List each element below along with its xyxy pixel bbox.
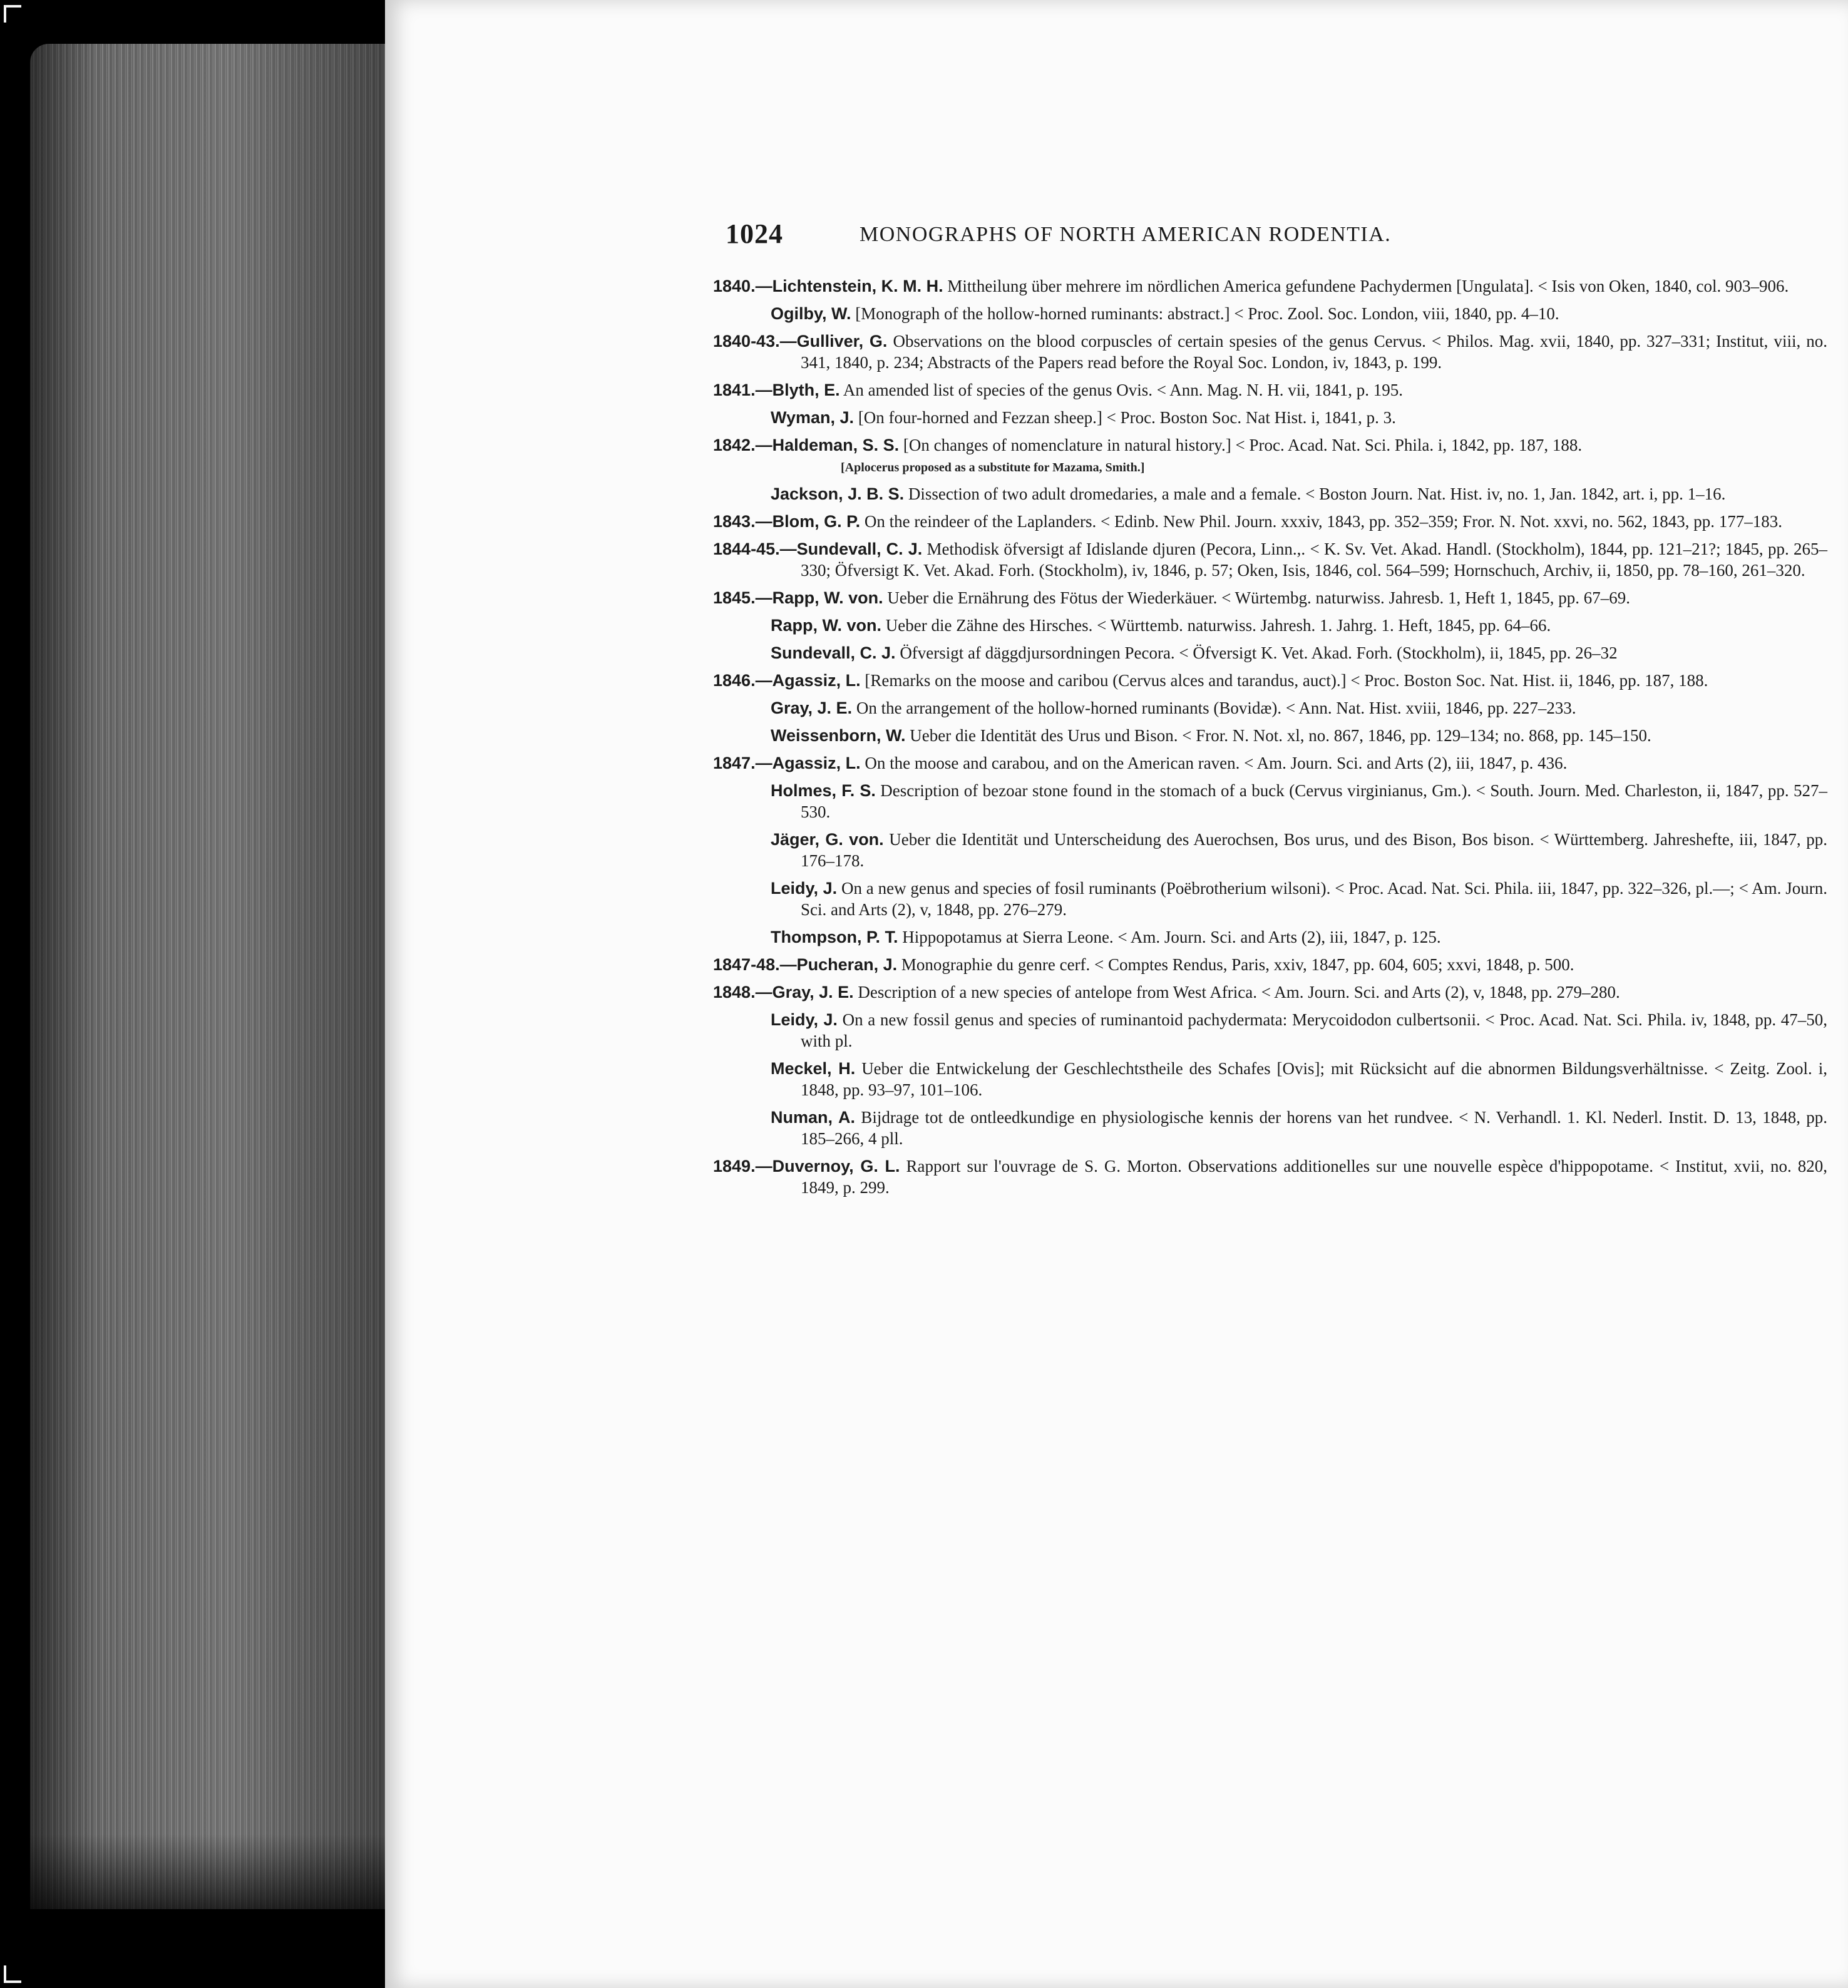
entry-author: Jäger, G. von. — [771, 830, 884, 849]
book-page — [385, 0, 1848, 1988]
book-page-edges — [30, 44, 393, 1909]
entry-author: Meckel, H. — [771, 1059, 856, 1078]
entry-author: Blom, G. P. — [772, 512, 861, 531]
entry-text: On the moose and carabou, and on the American raven. < Am. Journ. Sci. and Arts (2), iii, 1847, p. 436. — [860, 754, 1568, 772]
bibliography-entry — [713, 697, 1827, 719]
entry-author: Weissenborn, W. — [771, 726, 906, 745]
frame-corner-top-left — [4, 5, 21, 23]
bibliography-entry — [713, 1107, 1827, 1149]
entry-text: Öfversigt af däggdjursordningen Pecora. < Öfversigt K. Vet. Akad. Forh. (Stockholm), ii, 1845, pp. 26–32 — [895, 643, 1618, 662]
entry-text: Mittheilung über mehrere im nördlichen America gefundene Pachydermen [Ungulata]. < Isis von Oken, 1840, col. 903–906. — [943, 277, 1789, 295]
bibliography-entry — [713, 615, 1827, 636]
page-header — [726, 218, 1848, 255]
entry-author: Agassiz, L. — [772, 671, 861, 690]
entry-author: Leidy, J. — [771, 1010, 838, 1029]
entry-text: Rapport sur l'ouvrage de S. G. Morton. Observations additionelles sur une nouvelle espèce d'hippopotame. < Institut, xvii, no. 820, 1849, p. 299. — [801, 1157, 1827, 1197]
frame-corner-bottom-left — [4, 1965, 21, 1983]
bibliography-entry — [713, 981, 1827, 1003]
entry-author: Haldeman, S. S. — [772, 436, 900, 454]
entry-text: On a new fossil genus and species of ruminantoid pachydermata: Merycoidodon culbertsonii. < Proc. Acad. Nat. Sci. Phila. iv, 1848, pp. 47–50, with pl. — [801, 1010, 1827, 1050]
bibliography-entry — [713, 483, 1827, 505]
entry-text: Hippopotamus at Sierra Leone. < Am. Journ. Sci. and Arts (2), iii, 1847, p. 125. — [898, 928, 1441, 946]
bibliography-entry — [713, 725, 1827, 746]
bibliography-entry — [713, 752, 1827, 774]
entry-text: Description of a new species of antelope from West Africa. < Am. Journ. Sci. and Arts (2), v, 1848, pp. 279–280. — [853, 983, 1620, 1002]
entry-author: Jackson, J. B. S. — [771, 484, 905, 503]
running-title: MONOGRAPHS OF NORTH AMERICAN RODENTIA. — [860, 223, 1392, 246]
entry-year: 1849.— — [713, 1157, 773, 1176]
bibliography-entry — [713, 434, 1827, 456]
entry-author: Gulliver, G. — [796, 332, 888, 351]
entry-text: Dissection of two adult dromedaries, a male and a female. < Boston Journ. Nat. Hist. iv, no. 1, Jan. 1842, art. i, pp. 1–16. — [904, 484, 1726, 503]
entry-year: 1844-45.— — [713, 540, 797, 558]
entry-author: Duvernoy, G. L. — [772, 1157, 900, 1176]
bibliography-entry — [713, 379, 1827, 401]
entry-year: 1840.— — [713, 277, 773, 295]
entry-text: On the reindeer of the Laplanders. < Edinb. New Phil. Journ. xxxiv, 1843, pp. 352–359; Fror. N. Not. xxvi, no. 562, 1843, pp. 177–183. — [860, 512, 1782, 531]
bibliography-entry — [713, 303, 1827, 324]
entry-text: Observations on the blood corpuscles of certain spesies of the genus Cervus. < Philos. Mag. xvii, 1840, pp. 327–331; Institut, viii, no. 341, 1840, p. 234; Abstracts of the Papers read before the Royal Soc. London, iv, 1843, p. 199. — [801, 332, 1827, 372]
entry-text: Ueber die Entwickelung der Geschlechtstheile des Schafes [Ovis]; mit Rücksicht auf die abnormen Bildungsverhältnisse. < Zeitg. Zool. i, 1848, pp. 93–97, 101–106. — [801, 1059, 1827, 1099]
bibliography-entry — [713, 330, 1827, 373]
bibliography-entry — [713, 670, 1827, 691]
entry-text: Monographie du genre cerf. < Comptes Rendus, Paris, xxiv, 1847, pp. 604, 605; xxvi, 1848, p. 500. — [897, 955, 1574, 974]
entry-author: Wyman, J. — [771, 408, 855, 427]
entry-text: Ueber die Identität des Urus und Bison. < Fror. N. Not. xl, no. 867, 1846, pp. 129–134; no. 868, pp. 145–150. — [905, 726, 1651, 745]
entry-author: Numan, A. — [771, 1108, 856, 1127]
entry-text: [Monograph of the hollow-horned ruminants: abstract.] < Proc. Zool. Soc. London, viii, 1840, pp. 4–10. — [851, 304, 1559, 323]
entry-note: [Aplocerus proposed as a substitute for Mazama, Smith.] — [841, 461, 1145, 474]
bibliography-list — [713, 275, 1827, 1204]
bibliography-entry — [713, 1058, 1827, 1100]
entry-year: 1845.— — [713, 588, 773, 607]
bibliography-entry — [713, 878, 1827, 920]
entry-text: On a new genus and species of fosil ruminants (Poëbrotherium wilsoni). < Proc. Acad. Nat. Sci. Phila. iii, 1847, pp. 322–326, pl.—; < Am. Journ. Sci. and Arts (2), v, 1848, pp. 276–279. — [801, 879, 1827, 919]
entry-author: Rapp, W. von. — [772, 588, 883, 607]
entry-text: Ueber die Ernährung des Fötus der Wiederkäuer. < Würtembg. naturwiss. Jahresb. 1, Heft 1, 1845, pp. 67–69. — [883, 588, 1630, 607]
bibliography-entry — [713, 642, 1827, 664]
bibliography-entry — [713, 954, 1827, 975]
entry-text: [On four-horned and Fezzan sheep.] < Proc. Boston Soc. Nat Hist. i, 1841, p. 3. — [854, 408, 1396, 427]
entry-text: Methodisk öfversigt af Idislande djuren (Pecora, Linn.,. < K. Sv. Vet. Akad. Handl. (Stockholm), 1844, pp. 121–21?; 1845, pp. 265–330; Öfversigt K. Vet. Akad. Forh. (Stockholm), iv, 1846, p. 57; Oken, Isis, 1846, col. 564–599; Hornschuch, Archiv, ii, 1850, pp. 78–160, 261–320. — [801, 540, 1827, 580]
entry-year: 1847-48.— — [713, 955, 797, 974]
entry-text: Ueber die Zähne des Hirsches. < Württemb. naturwiss. Jahresh. 1. Jahrg. 1. Heft, 1845, pp. 64–66. — [881, 616, 1551, 635]
entry-text: On the arrangement of the hollow-horned ruminants (Bovidæ). < Ann. Nat. Hist. xviii, 1846, pp. 227–233. — [852, 699, 1576, 717]
bibliography-entry — [713, 1155, 1827, 1198]
entry-author: Rapp, W. von. — [771, 616, 882, 635]
entry-author: Ogilby, W. — [771, 304, 851, 323]
entry-author: Sundevall, C. J. — [796, 540, 923, 558]
entry-text: Bijdrage tot de ontleedkundige en physiologische kennis der horens van het rundvee. < N. Verhandl. 1. Kl. Nederl. Instit. D. 13, 1848, pp. 185–266, 4 pll. — [801, 1108, 1827, 1148]
entry-year: 1840-43.— — [713, 332, 797, 351]
entry-year: 1848.— — [713, 983, 773, 1002]
bibliography-entry — [713, 587, 1827, 608]
entry-author: Pucheran, J. — [796, 955, 898, 974]
entry-author: Sundevall, C. J. — [771, 643, 896, 662]
entry-author: Gray, J. E. — [771, 699, 853, 717]
bibliography-entry — [713, 538, 1827, 581]
entry-text: [On changes of nomenclature in natural history.] < Proc. Acad. Nat. Sci. Phila. i, 1842, pp. 187, 188. — [899, 436, 1583, 454]
entry-year: 1842.— — [713, 436, 773, 454]
entry-year: 1843.— — [713, 512, 773, 531]
bibliography-entry — [713, 1009, 1827, 1052]
bibliography-entry — [713, 780, 1827, 822]
bibliography-entry — [713, 829, 1827, 871]
entry-author: Blyth, E. — [772, 381, 840, 399]
entry-year: 1841.— — [713, 381, 773, 399]
bibliography-entry — [713, 926, 1827, 948]
page-number: 1024 — [726, 218, 783, 249]
entry-author: Gray, J. E. — [772, 983, 854, 1002]
entry-author: Holmes, F. S. — [771, 781, 876, 800]
entry-text: Description of bezoar stone found in the stomach of a buck (Cervus virginianus, Gm.). < South. Journ. Med. Charleston, ii, 1847, pp. 527–530. — [801, 781, 1827, 821]
entry-year: 1847.— — [713, 754, 773, 772]
entry-text: [Remarks on the moose and caribou (Cervus alces and tarandus, auct).] < Proc. Boston Soc. Nat. Hist. ii, 1846, pp. 187, 188. — [860, 671, 1708, 690]
entry-year: 1846.— — [713, 671, 773, 690]
entry-text: Ueber die Identität und Unterscheidung des Auerochsen, Bos urus, und des Bison, Bos bison. < Württemberg. Jahreshefte, iii, 1847, pp. 176–178. — [801, 830, 1827, 870]
entry-author: Thompson, P. T. — [771, 928, 898, 946]
bibliography-entry — [713, 511, 1827, 532]
entry-author: Leidy, J. — [771, 879, 838, 898]
bibliography-entry — [713, 275, 1827, 297]
entry-author: Lichtenstein, K. M. H. — [772, 277, 943, 295]
bibliography-entry — [713, 407, 1827, 428]
entry-author: Agassiz, L. — [772, 754, 861, 772]
entry-text: An amended list of species of the genus Ovis. < Ann. Mag. N. H. vii, 1841, p. 195. — [839, 381, 1403, 399]
